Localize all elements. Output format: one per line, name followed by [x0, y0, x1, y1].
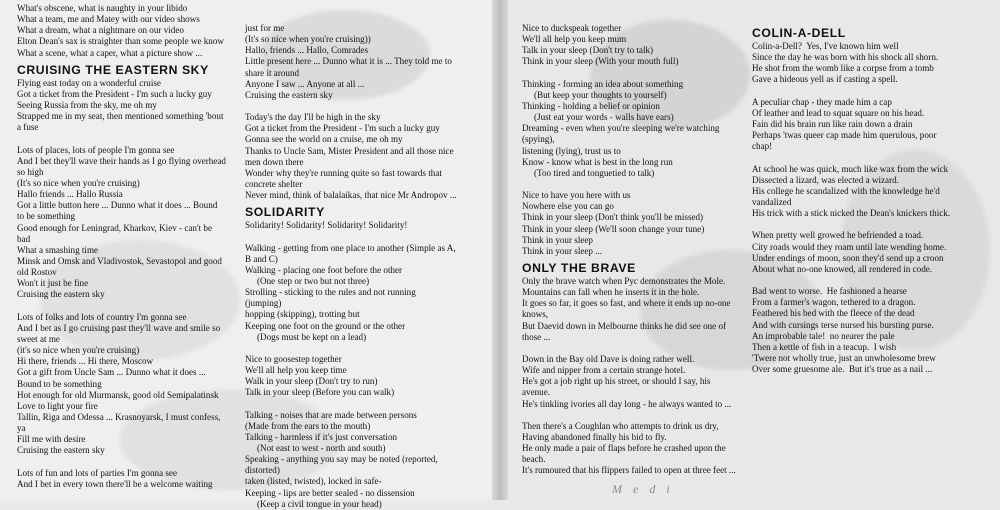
lyric-line: What a team, me and Matey with our video shows: [17, 14, 200, 25]
lyric-line: He's got a job right up his street, or should I say, his: [522, 376, 711, 387]
lyric-line: We'll all help you keep time: [245, 365, 347, 376]
stanza-gap: [245, 399, 457, 410]
lyric-line: Anyone I saw ... Anyone at all ...: [245, 78, 365, 89]
lyric-line: concrete shelter: [245, 178, 303, 189]
lyric-line: listening (lying), trust us to: [522, 145, 621, 156]
lyric-line: Lots of fun and lots of parties I'm gonna see: [17, 467, 177, 478]
lyric-line: Think in your sleep ...: [522, 245, 603, 256]
lyric-line: Tallin, Riga and Odessa ... Krasnoyarsk, I must confess,: [17, 411, 221, 422]
lyric-line: taken (listed, twisted), locked in safe-: [245, 476, 382, 487]
lyric-line: Cruising the eastern sky: [245, 89, 333, 100]
book-spine: [492, 0, 508, 500]
lyric-line: (Made from the ears to the mouth): [245, 420, 371, 431]
lyric-line: Fain did his brain run like rain down a drain: [752, 118, 913, 129]
lyric-line: Good enough for Leningrad, Kharkov, Kiev - can't be: [17, 222, 212, 233]
stanza-gap: [752, 152, 950, 163]
stanza-gap: [522, 179, 736, 190]
lyric-line: Think in your sleep (Don't think you'll be missed): [522, 212, 704, 223]
lyric-line: Think in your sleep (With your mouth full): [522, 56, 679, 67]
lyric-line: (spying),: [522, 134, 555, 145]
lyric-line: Solidarity! Solidarity! Solidarity! Solidarity!: [245, 220, 408, 231]
lyric-line: What a smashing time: [17, 244, 99, 255]
lyric-line: His trick with a stick nicked the Dean's knickers thick.: [752, 208, 951, 219]
lyric-line: Thanks to Uncle Sam, Mister President and all those nice: [245, 145, 454, 156]
lyric-line: Nowhere else you can go: [522, 201, 614, 212]
lyric-line: City roads would they roam until late wending home.: [752, 241, 947, 252]
stanza-gap: [522, 68, 736, 79]
lyric-line: 'Twere not wholly true, just an unwholesome brew: [752, 352, 936, 363]
lyric-line: (One step or two but not three): [257, 275, 370, 286]
lyric-line: to be something: [17, 211, 76, 222]
lyric-line: Then a kettle of fish in a teacup. I wish: [752, 341, 897, 352]
stanza-gap: [245, 231, 457, 242]
watermark-text: M e d i: [612, 482, 674, 496]
lyrics-column-2: [245, 23, 457, 510]
lyric-line: He only made a pair of flaps before he crashed upon the: [522, 443, 726, 454]
lyric-line: Gave a hideous yell as if casting a spell.: [752, 74, 898, 85]
lyric-line: About what no-one knowed, all rendered in code.: [752, 263, 933, 274]
lyric-line: sweet at me: [17, 333, 60, 344]
song-title: CRUISING THE EASTERN SKY: [17, 62, 209, 77]
lyric-line: men down there: [245, 156, 304, 167]
lyric-line: Hallo friends ... Hallo Russia: [17, 189, 123, 200]
lyric-line: avenue.: [522, 387, 551, 398]
lyric-line: From a farmer's wagon, tethered to a dragon.: [752, 297, 916, 308]
song-title: COLIN-A-DELL: [752, 26, 846, 40]
lyric-line: Never mind, think of balalaikas, that nice Mr Andropov ...: [245, 190, 457, 201]
lyric-line: Talk in your sleep (Don't try to talk): [522, 45, 654, 56]
lyric-line: Dissected a lizard, was elected a wizard.: [752, 174, 899, 185]
stanza-gap: [17, 301, 226, 312]
stanza-gap: [752, 219, 950, 230]
lyric-line: A peculiar chap - they made him a cap: [752, 96, 892, 107]
lyric-line: Then there's a Coughlan who attempts to drink us dry,: [522, 420, 719, 431]
lyric-line: Feathered his bed with the fleece of the dead: [752, 308, 915, 319]
lyric-line: What a dream, what a nightmare on our video: [17, 25, 184, 36]
lyric-line: Lots of places, lots of people I'm gonna see: [17, 144, 175, 155]
lyric-line: just for me: [245, 23, 285, 33]
lyric-line: When pretty well growed he befriended a toad.: [752, 230, 924, 241]
lyric-line: (Dogs must be kept on a lead): [257, 331, 367, 342]
lyric-line: But Daevid down in Melbourne thinks he did see one of: [522, 320, 727, 331]
lyric-line: Minsk and Omsk and Vladivostok, Sevastopol and good: [17, 255, 222, 266]
lyric-line: (Not east to west - north and south): [257, 443, 386, 454]
lyric-line: What's obscene, what is naughty in your libido: [17, 3, 188, 13]
lyric-line: Bound to be something: [17, 378, 102, 389]
lyric-line: Talking - noises that are made between persons: [245, 409, 417, 420]
lyric-line: Elton Dean's sax is straighter than some people we know: [17, 36, 224, 47]
lyric-line: (jumping): [245, 298, 282, 309]
lyric-line: What a scene, what a caper, what a picture show ...: [17, 47, 203, 58]
lyric-line: Cruising the eastern sky: [17, 445, 105, 456]
lyric-line: old Rostov: [17, 267, 57, 278]
lyric-line: Got a ticket from the President - I'm such a lucky guy: [17, 88, 212, 99]
lyric-line: those ...: [522, 331, 551, 342]
lyric-line: Little present here ... Dunno what it is ... They told me to: [245, 56, 452, 67]
lyrics-column-4: [752, 26, 950, 375]
lyric-line: B and C): [245, 253, 278, 264]
lyric-line: bad: [17, 233, 31, 244]
lyric-line: (It's so nice when you're cruising)): [245, 34, 371, 45]
song-title: SOLIDARITY: [245, 205, 325, 220]
lyric-line: Strapped me in my seat, then mentioned something 'bout: [17, 111, 224, 122]
stanza-gap: [17, 456, 226, 467]
lyric-line: Love to light your fire: [17, 400, 98, 411]
lyric-line: Think in your sleep (We'll soon change your tune): [522, 223, 705, 234]
lyric-line: Nice to goosestep together: [245, 353, 342, 364]
lyric-line: Lots of folks and lots of country I'm gonna see: [17, 311, 187, 322]
lyric-line: Down in the Bay old Dave is doing rather well.: [522, 353, 695, 364]
lyric-line: Wife and nipper from a certain strange hotel.: [522, 365, 686, 376]
lyric-line: And with cursings terse nursed his bursting purse.: [752, 319, 934, 330]
lyric-line: Thinking - forming an idea about something: [522, 78, 684, 89]
lyric-line: Having abandoned finally his bid to fly.: [522, 431, 667, 442]
lyric-line: His college he scandalized with the knowledge he'd: [752, 185, 940, 196]
lyric-line: Know - know what is best in the long run: [522, 156, 673, 167]
lyric-line: Under endings of moon, soon they'd send up a croon: [752, 252, 944, 263]
lyric-line: And I bet as I go cruising past they'll wave and smile so: [17, 322, 221, 333]
lyrics-column-1: [17, 3, 226, 490]
lyric-line: a fuse: [17, 122, 39, 133]
lyric-line: He shot from the womb like a corpse from a tomb: [752, 63, 934, 74]
lyric-line: It's rumoured that his flippers failed to open at three feet ...: [522, 465, 736, 476]
song-title: ONLY THE BRAVE: [522, 260, 636, 275]
lyric-line: We'll all help you keep mum: [522, 34, 627, 45]
lyric-line: An improbable tale! no nearer the pale: [752, 330, 895, 341]
lyric-line: Keeping - lips are better sealed - no dissension: [245, 487, 415, 498]
lyric-line: Thinking - holding a belief or opinion: [522, 100, 660, 111]
lyric-line: Walking - getting from one place to another (Simple as A,: [245, 242, 456, 253]
lyric-line: Over some gruesome ale. But it's true as a nail ...: [752, 364, 933, 375]
lyric-line: Hallo, friends ... Hallo, Comrades: [245, 45, 368, 56]
lyric-line: (Just eat your words - walls have ears): [534, 112, 674, 123]
lyric-line: Dreaming - even when you're sleeping we're watching: [522, 123, 720, 134]
lyric-line: Walk in your sleep (Don't try to run): [245, 376, 378, 387]
lyric-line: so high: [17, 166, 44, 177]
lyric-line: share it around: [245, 67, 300, 78]
lyric-line: Hi there, friends ... Hi there, Moscow: [17, 356, 154, 367]
lyric-line: Of leather and lead to squat square on his head.: [752, 107, 925, 118]
lyric-line: At school he was quick, much like wax from the wick: [752, 163, 949, 174]
lyric-line: Flying east today on a wonderful cruise: [17, 77, 161, 88]
stanza-gap: [17, 133, 226, 144]
lyric-line: Keeping one foot on the ground or the other: [245, 320, 406, 331]
lyric-line: Nice to duckspeak together: [522, 23, 622, 33]
lyric-line: hopping (skipping), trotting but: [245, 309, 360, 320]
lyric-line: Since the day he was born with his shock all shorn.: [752, 52, 939, 63]
lyric-line: Wonder why they're running quite so fast towards that: [245, 167, 442, 178]
lyric-line: Perhaps 'twas queer cap made him querulous, poor: [752, 130, 937, 141]
lyric-line: Mountains can fall when he inserts it in the hole.: [522, 287, 700, 298]
lyric-line: (It's so nice when you're cruising): [17, 177, 140, 188]
lyric-line: Today's the day I'll be high in the sky: [245, 112, 381, 123]
lyric-line: Got a ticket from the President - I'm such a lucky guy: [245, 123, 440, 134]
lyric-line: And I bet they'll wave their hands as I go flying overhead: [17, 155, 226, 166]
stanza-gap: [522, 410, 736, 421]
lyrics-column-3: [522, 23, 736, 476]
lyric-line: Talk in your sleep (Before you can walk): [245, 387, 395, 398]
lyric-line: distorted): [245, 465, 280, 476]
lyric-line: chap!: [752, 141, 773, 152]
lyric-line: Talking - harmless if it's just conversation: [245, 431, 398, 442]
lyric-line: (Too tired and tonguetied to talk): [534, 167, 655, 178]
lyric-line: Got a gift from Uncle Sam ... Dunno what it does ...: [17, 367, 206, 378]
stanza-gap: [752, 86, 950, 97]
lyric-line: (it's so nice when you're cruising): [17, 345, 140, 356]
lyric-line: (But keep your thoughts to yourself): [534, 89, 667, 100]
lyric-line: He's tinkling ivories all day long - he always wanted to ...: [522, 398, 732, 409]
lyric-line: Hot enough for old Murmansk, good old Semipalatinsk: [17, 389, 219, 400]
lyric-line: Only the brave watch when Pyc demonstrates the Mole.: [522, 275, 726, 286]
lyric-line: Think in your sleep: [522, 234, 593, 245]
lyric-line: Seeing Russia from the sky, me oh my: [17, 99, 157, 110]
lyric-line: beach.: [522, 454, 546, 465]
lyric-line: vandalized: [752, 196, 792, 207]
lyric-line: Gonna see the world on a cruise, me oh my: [245, 134, 403, 145]
lyric-line: knows,: [522, 309, 549, 320]
stanza-gap: [245, 343, 457, 354]
lyric-line: Bad went to worse. He fashioned a hearse: [752, 286, 907, 297]
lyric-line: Got a little button here ... Dunno what it does ... Bound: [17, 200, 218, 211]
stanza-gap: [245, 101, 457, 112]
lyric-line: Won't it just be fine: [17, 278, 89, 289]
lyric-line: Speaking - anything you say may be noted (reported,: [245, 454, 438, 465]
stanza-gap: [522, 343, 736, 354]
lyric-line: ya: [17, 423, 26, 434]
lyric-line: It goes so far, it goes so fast, and where it ends up no-one: [522, 298, 731, 309]
lyric-line: Cruising the eastern sky: [17, 289, 105, 300]
lyric-line: Walking - placing one foot before the other: [245, 264, 403, 275]
lyric-line: Nice to have you here with us: [522, 190, 631, 201]
lyric-line: And I bet in every town there'll be a welcome waiting: [17, 478, 213, 489]
lyric-line: Fill me with desire: [17, 434, 86, 445]
lyric-line: Strolling - sticking to the rules and not running: [245, 287, 416, 298]
stanza-gap: [752, 275, 950, 286]
lyric-line: (Keep a civil tongue in your head): [257, 498, 382, 509]
lyric-line: Colin-a-Dell? Yes, I've known him well: [752, 41, 899, 51]
